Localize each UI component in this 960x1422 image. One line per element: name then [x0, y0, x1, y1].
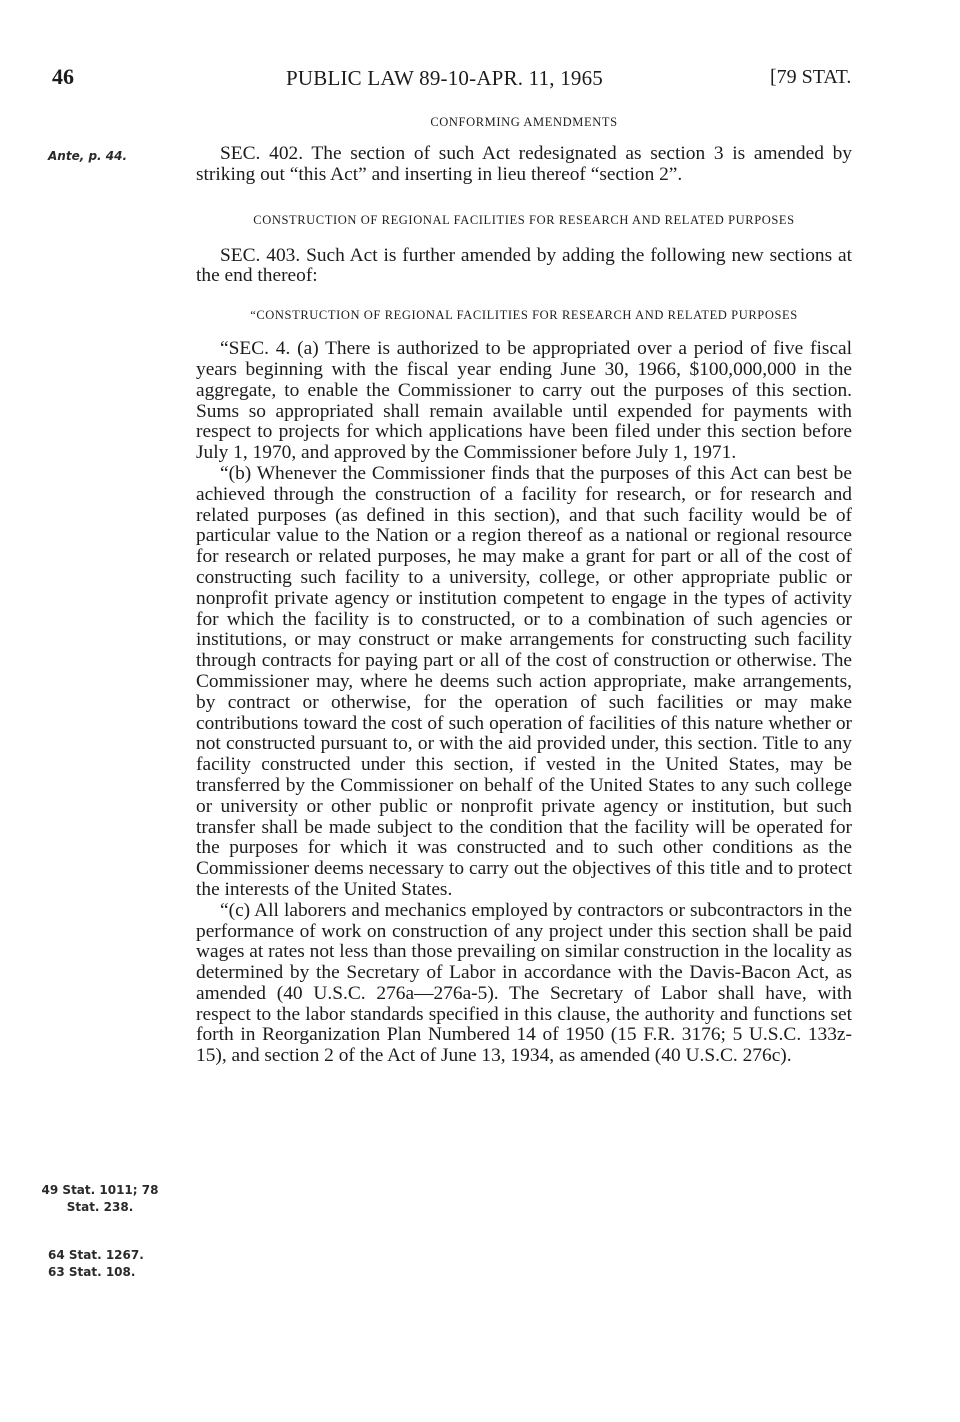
paragraph-sec-4b: “(b) Whenever the Commissioner finds that the purposes of this Act can best be achieved through the construction of a facility for research, or for research and related purposes (as defined in this section), and that such facility would be of particular value to the Nation or a region thereof as a national or regional resource for research or related purposes, he may make a grant for part or all of the cost of constructing such facility to a university, college, or other appropriate public or nonprofit private agency or institution competent to engage in the types of activity for which the facility is to constructed, or to a combination of such agencies or institutions, or may construct or make arrangements for constructing such facility through contracts for paying part or all of the cost of construction or otherwise. The Commissioner may, where he deems such action appropriate, make arrangements, by contract or otherwise, for the operation of such facilities or may make contributions toward the cost of such operation of facilities of this nature whether or not constructed pursuant to, or with the aid provided under, this section. Title to any facility constructed under this section, if vested in the United States, may be transferred by the Commissioner on behalf of the United States to any such college or university or other public or nonprofit private agency or institution, but such transfer shall be made subject to the condition that the facility will be operated for the purposes for which it was constructed and to such other conditions as the Commissioner deems necessary to carry out the objectives of this title and to protect the interests of the United States.: [196, 462, 852, 900]
margin-note-49-stat: 49 Stat. 1011; 78 Stat. 238.: [41, 1183, 159, 1214]
margin-note-64-stat: 64 Stat. 1267. 63 Stat. 108.: [48, 1248, 144, 1279]
paragraph-sec-403: SEC. 403. Such Act is further amended by adding the following new sections at the end thereof:: [196, 244, 852, 287]
page-header: [0, 60, 960, 100]
margin-note-ante: Ante, p. 44.: [48, 149, 128, 163]
page-number: 46: [52, 64, 74, 89]
body-text: [196, 112, 852, 1067]
heading-construction-regional-facilities: CONSTRUCTION OF REGIONAL FACILITIES FOR RESEARCH AND RELATED PURPOSES: [253, 212, 795, 227]
paragraph-sec-4a: “SEC. 4. (a) There is authorized to be appropriated over a period of five fiscal years beginning with the fiscal year ending June 30, 1966, $100,000,000 in the aggregate, to enable the Commissioner to carry out the purposes of this section. Sums so appropriated shall remain available until expended for payments with respect to projects for which applications have been filed under this section before July 1, 1970, and approved by the Commissioner before July 1, 1971.: [196, 338, 852, 464]
statute-reference: [79 STAT.: [770, 66, 852, 88]
paragraph-sec-402: SEC. 402. The section of such Act redesignated as section 3 is amended by striking out “this Act” and inserting in lieu thereof “section 2”.: [196, 143, 852, 185]
heading-conforming-amendments: CONFORMING AMENDMENTS: [430, 115, 618, 129]
heading-quoted-construction-regional-facilities: “CONSTRUCTION OF REGIONAL FACILITIES FOR RESEARCH AND RELATED PURPOSES: [250, 308, 798, 323]
running-title: PUBLIC LAW 89-10-APR. 11, 1965: [286, 66, 603, 90]
paragraph-sec-4c: “(c) All laborers and mechanics employed by contractors or subcontractors in the performance of work on construction of any project under this section shall be paid wages at rates not less than those prevailing on similar construction in the locality as determined by the Secretary of Labor in accordance with the Davis-Bacon Act, as amended (40 U.S.C. 276a—276a-5). The Secretary of Labor shall have, with respect to the labor standards specified in this clause, the authority and functions set forth in Reorganization Plan Numbered 14 of 1950 (15 F.R. 3176; 5 U.S.C. 133z-15), and section 2 of the Act of June 13, 1934, as amended (40 U.S.C. 276c).: [196, 899, 852, 1067]
